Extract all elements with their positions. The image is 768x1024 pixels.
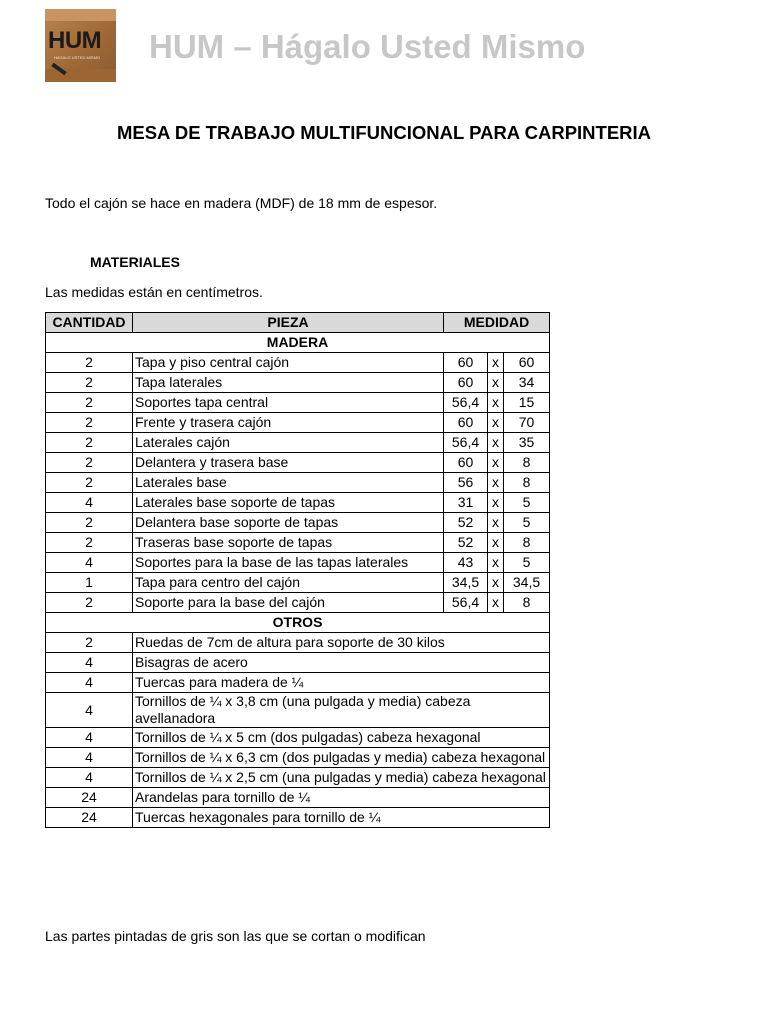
measure-a-cell: 60 [444,353,488,373]
table-row [46,673,550,693]
piece-cell: Laterales base soporte de tapas [133,493,444,513]
qty-cell: 2 [46,533,133,553]
measure-x-cell: x [488,573,504,593]
logo-subtext: HÁGALO USTED MISMO [54,55,101,60]
piece-cell: Ruedas de 7cm de altura para soporte de 30 kilos [133,633,550,653]
measure-x-cell: x [488,593,504,613]
qty-cell: 4 [46,653,133,673]
piece-cell: Soportes para la base de las tapas laterales [133,553,444,573]
logo-wood-board [45,9,116,21]
header-cantidad: CANTIDAD [46,313,133,333]
qty-cell: 4 [46,748,133,768]
table-row [46,373,550,393]
piece-cell: Soporte para la base del cajón [133,593,444,613]
piece-cell: Bisagras de acero [133,653,550,673]
measure-a-cell: 56 [444,473,488,493]
table-row [46,353,550,373]
table-row [46,728,550,748]
intro-text: Todo el cajón se hace en madera (MDF) de 18 mm de espesor. [45,195,438,211]
document-title: MESA DE TRABAJO MULTIFUNCIONAL PARA CARPINTERIA [116,122,652,143]
measure-x-cell: x [488,553,504,573]
section-label: MADERA [46,333,550,353]
table-row [46,393,550,413]
measure-x-cell: x [488,433,504,453]
table-row [46,533,550,553]
qty-cell: 2 [46,433,133,453]
table-row [46,453,550,473]
materials-heading: MATERIALES [90,254,180,270]
measure-x-cell: x [488,373,504,393]
qty-cell: 1 [46,573,133,593]
piece-cell: Frente y trasera cajón [133,413,444,433]
piece-cell: Traseras base soporte de tapas [133,533,444,553]
measure-a-cell: 60 [444,373,488,393]
hum-logo [45,9,116,82]
measure-x-cell: x [488,353,504,373]
qty-cell: 4 [46,768,133,788]
piece-cell: Tornillos de ¼ x 5 cm (dos pulgadas) cabeza hexagonal [133,728,550,748]
piece-cell: Tapa para centro del cajón [133,573,444,593]
measure-b-cell: 5 [504,513,550,533]
piece-cell: Tornillos de ¼ x 6,3 cm (dos pulgadas y media) cabeza hexagonal [133,748,550,768]
qty-cell: 4 [46,728,133,748]
site-title: HUM – Hágalo Usted Mismo [149,28,586,65]
section-row-madera [46,333,550,353]
piece-cell: Delantera base soporte de tapas [133,513,444,533]
piece-cell: Laterales base [133,473,444,493]
qty-cell: 4 [46,553,133,573]
piece-cell: Tuercas para madera de ¼ [133,673,550,693]
qty-cell: 2 [46,353,133,373]
qty-cell: 4 [46,693,133,728]
measure-x-cell: x [488,533,504,553]
table-row [46,473,550,493]
piece-cell: Tuercas hexagonales para tornillo de ¼ [133,808,550,828]
measure-b-cell: 35 [504,433,550,453]
table-row [46,513,550,533]
piece-cell: Arandelas para tornillo de ¼ [133,788,550,808]
piece-cell: Soportes tapa central [133,393,444,413]
measure-a-cell: 31 [444,493,488,513]
table-row [46,693,550,728]
logo-wood-board [45,69,116,82]
measure-x-cell: x [488,493,504,513]
header-pieza: PIEZA [133,313,444,333]
measure-a-cell: 60 [444,453,488,473]
units-note: Las medidas están en centímetros. [45,284,263,300]
measure-b-cell: 8 [504,473,550,493]
measure-a-cell: 56,4 [444,393,488,413]
qty-cell: 2 [46,453,133,473]
measure-x-cell: x [488,473,504,493]
measure-b-cell: 70 [504,413,550,433]
measure-x-cell: x [488,453,504,473]
section-row-otros [46,613,550,633]
measure-b-cell: 8 [504,453,550,473]
measure-a-cell: 34,5 [444,573,488,593]
table-row [46,788,550,808]
table-row [46,413,550,433]
qty-cell: 2 [46,373,133,393]
qty-cell: 2 [46,413,133,433]
qty-cell: 24 [46,808,133,828]
measure-b-cell: 5 [504,493,550,513]
measure-a-cell: 52 [444,513,488,533]
measure-b-cell: 34,5 [504,573,550,593]
measure-a-cell: 56,4 [444,433,488,453]
table-row [46,573,550,593]
measure-b-cell: 8 [504,593,550,613]
measure-b-cell: 5 [504,553,550,573]
table-row [46,633,550,653]
piece-cell: Laterales cajón [133,433,444,453]
qty-cell: 2 [46,513,133,533]
qty-cell: 2 [46,473,133,493]
measure-a-cell: 60 [444,413,488,433]
section-label: OTROS [46,613,550,633]
table-row [46,433,550,453]
footnote: Las partes pintadas de gris son las que se cortan o modifican [45,928,426,944]
table-row [46,493,550,513]
qty-cell: 24 [46,788,133,808]
materials-table [45,312,550,828]
table-row [46,553,550,573]
measure-b-cell: 15 [504,393,550,413]
piece-cell: Tapa laterales [133,373,444,393]
piece-cell: Delantera y trasera base [133,453,444,473]
table-row [46,748,550,768]
header-medidad: MEDIDAD [444,313,550,333]
table-row [46,593,550,613]
measure-b-cell: 34 [504,373,550,393]
logo-text: HUM [48,27,102,54]
qty-cell: 2 [46,633,133,653]
table-header-row [46,313,550,333]
measure-b-cell: 60 [504,353,550,373]
piece-cell: Tapa y piso central cajón [133,353,444,373]
table-row [46,808,550,828]
measure-x-cell: x [488,513,504,533]
measure-x-cell: x [488,393,504,413]
measure-a-cell: 56,4 [444,593,488,613]
qty-cell: 2 [46,593,133,613]
qty-cell: 4 [46,673,133,693]
qty-cell: 2 [46,393,133,413]
piece-cell: Tornillos de ¼ x 3,8 cm (una pulgada y media) cabeza avellanadora [133,693,550,728]
measure-a-cell: 43 [444,553,488,573]
qty-cell: 4 [46,493,133,513]
measure-x-cell: x [488,413,504,433]
table-row [46,768,550,788]
piece-cell: Tornillos de ¼ x 2,5 cm (una pulgadas y media) cabeza hexagonal [133,768,550,788]
table-row [46,653,550,673]
measure-b-cell: 8 [504,533,550,553]
measure-a-cell: 52 [444,533,488,553]
